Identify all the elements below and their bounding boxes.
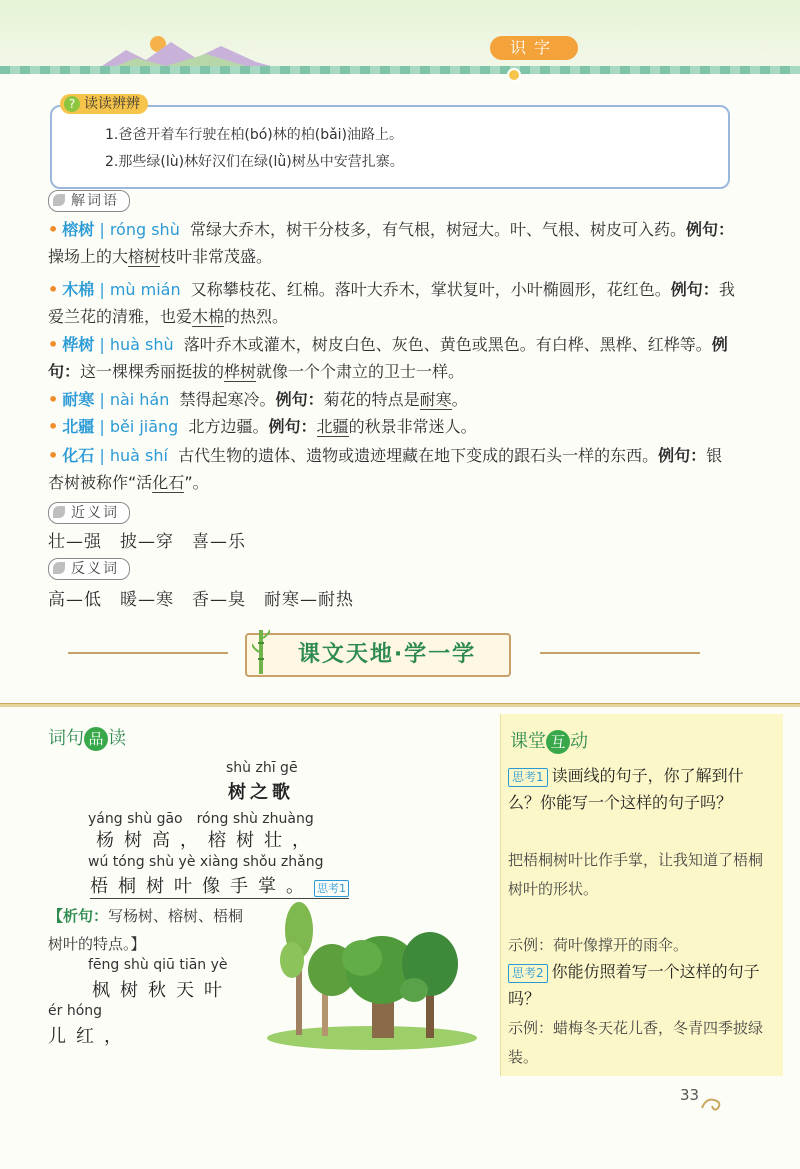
vocab-entry bbox=[48, 386, 738, 413]
reading-tag-label: 读读辨辨 bbox=[84, 96, 140, 112]
vocab-definition: 禁得起寒冷。 bbox=[179, 390, 276, 409]
vocab-pinyin: | nài hán bbox=[94, 390, 170, 409]
answer-1-example: 示例：荷叶像撑开的雨伞。 bbox=[508, 936, 689, 954]
example-label: 例句： bbox=[48, 335, 728, 381]
vocab-word: 桦树 bbox=[62, 335, 95, 354]
bullet-icon: • bbox=[48, 446, 59, 465]
vocab-tag bbox=[48, 190, 130, 212]
interaction-heading bbox=[510, 727, 588, 754]
bullet-icon: • bbox=[48, 390, 59, 409]
heading-circle: 品 bbox=[84, 727, 108, 751]
trees-illustration bbox=[262, 900, 482, 1050]
heading-text: 动 bbox=[570, 731, 588, 752]
poem-title-pinyin: shù zhī gē bbox=[226, 760, 298, 776]
example-label: 例句： bbox=[658, 446, 707, 465]
question-2 bbox=[508, 958, 770, 1012]
example-underlined: 桦树 bbox=[224, 362, 257, 381]
pinyin-text: huà shí bbox=[109, 446, 168, 465]
pinyin-text: róng shù bbox=[109, 220, 180, 239]
question-icon: ? bbox=[64, 96, 80, 112]
pinyin-text: běi jiāng bbox=[109, 417, 179, 436]
antonyms-tag bbox=[48, 558, 130, 580]
example-text: 的秋景非常迷人。 bbox=[348, 417, 477, 436]
vocab-definition: 北方边疆。 bbox=[188, 417, 269, 436]
example-label: 例句： bbox=[670, 280, 719, 299]
poem-line-text: 梧桐树叶像手掌。 bbox=[90, 876, 314, 897]
vocab-word: 化石 bbox=[62, 446, 95, 465]
vocab-pinyin: | běi jiāng bbox=[94, 417, 179, 436]
example-text: 这一棵棵秀丽挺拔的 bbox=[80, 362, 225, 381]
pinyin-text: huà shù bbox=[109, 335, 174, 354]
poem-line-text: 枫树秋天叶 bbox=[92, 980, 232, 1001]
example-underlined: 木棉 bbox=[192, 307, 225, 326]
vocab-pinyin: | huà shí bbox=[94, 446, 168, 465]
banner-rule-right bbox=[540, 652, 700, 654]
tab-marker-dot bbox=[507, 68, 521, 82]
vocab-definition: 常绿大乔木，树干分枝多，有气根，树冠大。叶、气根、树皮可入药。 bbox=[190, 220, 687, 239]
banner-title: 课文天地·学一学 bbox=[297, 642, 477, 667]
example-underlined: 耐寒 bbox=[419, 390, 452, 409]
example-text: 的热烈。 bbox=[224, 307, 289, 326]
leaf-icon bbox=[53, 506, 65, 518]
heading-circle: 互 bbox=[546, 730, 570, 754]
antonyms-tag-label: 反义词 bbox=[71, 561, 119, 577]
think-tag: 思考1 bbox=[314, 880, 349, 897]
example-underlined: 榕树 bbox=[128, 247, 161, 266]
think-tag: 思考1 bbox=[508, 768, 548, 787]
swirl-ornament-icon bbox=[700, 1094, 726, 1112]
example-underlined: 化石 bbox=[152, 473, 185, 492]
reading-line-2: 2.那些绿(lù)林好汉们在绿(lǜ)树丛中安营扎寨。 bbox=[105, 154, 404, 170]
answer-1: 把梧桐树叶比作手掌，让我知道了梧桐树叶的形状。 bbox=[508, 851, 764, 898]
vocab-entry bbox=[48, 413, 738, 440]
section-tab: 识字 bbox=[490, 36, 578, 60]
vocab-word: 木棉 bbox=[62, 280, 95, 299]
question-text: 读画线的句子，你了解到什么？你能写一个这样的句子吗？ bbox=[508, 766, 744, 812]
vocab-pinyin: | huà shù bbox=[94, 335, 174, 354]
poem-line-pinyin: wú tóng shù yè xiàng shǒu zhǎng bbox=[88, 854, 324, 870]
vocab-definition: 落叶乔木或灌木，树皮白色、灰色、黄色或黑色。有白桦、黑桦、红桦等。 bbox=[183, 335, 712, 354]
analysis-text: 写杨树、榕树、梧桐树叶的特点。】 bbox=[48, 907, 244, 953]
vocab-definition: 又称攀枝花、红棉。落叶大乔木，掌状复叶，小叶椭圆形，花红色。 bbox=[190, 280, 671, 299]
bullet-icon: • bbox=[48, 335, 59, 354]
bullet-icon: • bbox=[48, 417, 59, 436]
leaf-icon bbox=[53, 562, 65, 574]
vocab-entry bbox=[48, 276, 738, 330]
analysis bbox=[48, 902, 248, 958]
example-text: 操场上的大 bbox=[48, 247, 129, 266]
vocab-word: 耐寒 bbox=[62, 390, 95, 409]
leaf-icon bbox=[53, 194, 65, 206]
example-label: 例句： bbox=[686, 220, 735, 239]
section-banner bbox=[245, 633, 511, 677]
example-underlined: 北疆 bbox=[316, 417, 349, 436]
question-1 bbox=[508, 762, 770, 816]
mountain-sun-icon bbox=[96, 32, 286, 70]
example-text: 就像一个个肃立的卫士一样。 bbox=[256, 362, 465, 381]
antonym-pairs: 高—低 暖—寒 香—臭 耐寒—耐热 bbox=[48, 590, 354, 610]
question-text: 你能仿照着写一个这样的句子吗？ bbox=[508, 962, 760, 1008]
pinyin-text: nài hán bbox=[109, 390, 170, 409]
page-number: 33 bbox=[680, 1086, 700, 1104]
vocab-word: 榕树 bbox=[62, 220, 95, 239]
poem-line-pinyin: fēng shù qiū tiān yè bbox=[88, 957, 228, 973]
poem-line-text: 儿红， bbox=[48, 1026, 132, 1047]
reading-box bbox=[50, 105, 730, 189]
header-divider bbox=[0, 66, 800, 74]
example-text: 菊花的特点是 bbox=[323, 390, 420, 409]
synonym-pairs: 壮—强 披—穿 喜—乐 bbox=[48, 532, 246, 552]
synonyms-tag-label: 近义词 bbox=[71, 505, 119, 521]
vocab-pinyin: | mù mián bbox=[94, 280, 181, 299]
poem-line-pinyin: yáng shù gāo róng shù zhuàng bbox=[88, 811, 314, 827]
vocab-tag-label: 解词语 bbox=[71, 193, 119, 209]
pinyin-text: mù mián bbox=[109, 280, 181, 299]
bamboo-divider bbox=[0, 700, 800, 710]
poem-line-text: 杨树高，榕树壮， bbox=[96, 830, 320, 851]
poem-section-heading bbox=[48, 724, 126, 751]
think-tag: 思考2 bbox=[508, 964, 548, 983]
example-label: 例句： bbox=[268, 417, 317, 436]
bullet-icon: • bbox=[48, 220, 59, 239]
example-text: 。 bbox=[451, 390, 468, 409]
vocab-definition: 古代生物的遗体、遗物或遗迹埋藏在地下变成的跟石头一样的东西。 bbox=[178, 446, 659, 465]
heading-text: 词句 bbox=[48, 728, 84, 749]
vocab-pinyin: | róng shù bbox=[94, 220, 180, 239]
vocab-entry bbox=[48, 216, 738, 270]
poem-line-underlined bbox=[90, 872, 349, 899]
reading-line-1: 1.爸爸开着车行驶在柏(bó)林的柏(bǎi)油路上。 bbox=[105, 127, 404, 143]
reading-tag bbox=[60, 94, 148, 114]
heading-text: 读 bbox=[108, 728, 126, 749]
answer-2: 示例：蜡梅冬天花儿香，冬青四季披绿装。 bbox=[508, 1019, 764, 1066]
heading-text: 课堂 bbox=[510, 731, 546, 752]
analysis-label: 【析句： bbox=[48, 907, 109, 925]
example-text: 银杏树被称作“活 bbox=[48, 446, 723, 492]
vocab-entry bbox=[48, 442, 738, 496]
banner-rule-left bbox=[68, 652, 228, 654]
bamboo-icon bbox=[252, 628, 270, 676]
example-text: 枝叶非常茂盛。 bbox=[160, 247, 273, 266]
example-label: 例句： bbox=[275, 390, 324, 409]
poem-title: 树之歌 bbox=[228, 782, 294, 803]
example-text: ”。 bbox=[184, 473, 209, 492]
vocab-entry bbox=[48, 331, 738, 385]
example-text: 我爱兰花的清雅，也爱 bbox=[48, 280, 735, 326]
poem-line-pinyin: ér hóng bbox=[48, 1003, 103, 1019]
vocab-word: 北疆 bbox=[62, 417, 95, 436]
bullet-icon: • bbox=[48, 280, 59, 299]
synonyms-tag bbox=[48, 502, 130, 524]
